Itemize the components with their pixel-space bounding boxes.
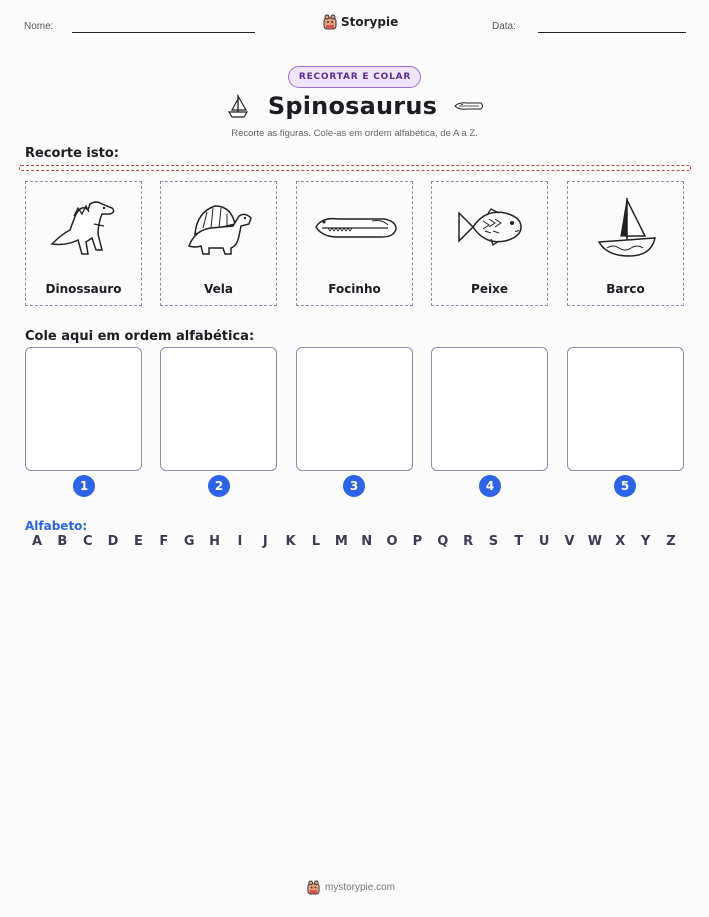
crocodile-snout-icon [453, 98, 485, 114]
alphabet-letter: N [361, 534, 373, 549]
name-line[interactable] [72, 32, 255, 33]
alphabet-letter: I [237, 534, 243, 549]
alphabet-letter: S [488, 534, 499, 549]
alphabet-letter: E [133, 534, 143, 549]
alphabet-letter: Z [666, 534, 676, 549]
date-label: Data: [492, 21, 516, 32]
footer-site-link[interactable]: mystorypie.com [325, 882, 396, 893]
cut-card-barco[interactable] [567, 181, 684, 306]
crocodile-snout-icon [312, 207, 398, 247]
dinosaur-icon [46, 194, 122, 260]
date-line[interactable] [538, 32, 686, 33]
cut-heading: Recorte isto: [25, 146, 119, 161]
alphabet-letter: H [209, 534, 220, 549]
alphabet-letter: L [311, 534, 321, 549]
instructions: Recorte as figuras. Cole-as em ordem alfabética, de A a Z. [231, 128, 478, 139]
cut-line [19, 165, 691, 171]
alphabet-letter: C [82, 534, 93, 549]
alphabet-letter: R [463, 534, 474, 549]
paste-heading: Cole aqui em ordem alfabética: [25, 329, 255, 344]
slot-number-3: 3 [343, 475, 365, 497]
sail-dinosaur-icon [181, 194, 257, 260]
alphabet-letter: V [564, 534, 575, 549]
paste-slot-3[interactable] [296, 347, 413, 471]
alphabet-letter: M [334, 534, 348, 549]
alphabet-letter: U [538, 534, 550, 549]
brand-name: Storypie [341, 15, 399, 29]
sailboat-icon [224, 92, 252, 120]
cut-card-vela[interactable] [160, 181, 277, 306]
cut-card-peixe[interactable] [431, 181, 548, 306]
alphabet-letter: D [107, 534, 119, 549]
activity-type-badge: RECORTAR E COLAR [288, 66, 421, 88]
card-label: Focinho [328, 282, 381, 296]
alphabet-letter: O [386, 534, 398, 549]
alphabet-letter: K [285, 534, 296, 549]
footer [307, 880, 395, 895]
slot-number-5: 5 [614, 475, 636, 497]
alphabet-letter: W [587, 534, 603, 549]
paste-slot-4[interactable] [431, 347, 548, 471]
paste-slot-5[interactable] [567, 347, 684, 471]
paste-slot-2[interactable] [160, 347, 277, 471]
cut-card-focinho[interactable] [296, 181, 413, 306]
paste-slot-1[interactable] [25, 347, 142, 471]
brand-logo [323, 14, 398, 30]
alphabet-letter: Q [437, 534, 449, 549]
storypie-mascot-icon [323, 14, 337, 30]
name-label: Nome: [24, 21, 54, 32]
card-label: Barco [606, 282, 645, 296]
fish-icon [455, 205, 525, 249]
slot-number-1: 1 [73, 475, 95, 497]
page-title: Spinosaurus [267, 92, 438, 120]
storypie-mascot-icon [307, 880, 320, 895]
slot-number-2: 2 [208, 475, 230, 497]
card-label: Peixe [471, 282, 508, 296]
alphabet-letter: B [57, 534, 68, 549]
alphabet-letter: G [183, 534, 195, 549]
alphabet-letter: F [159, 534, 169, 549]
alphabet-letter: P [412, 534, 423, 549]
slot-number-4: 4 [479, 475, 501, 497]
alphabet-letter: J [262, 534, 268, 549]
cut-card-dinossauro[interactable] [25, 181, 142, 306]
alphabet-letter: A [31, 534, 43, 549]
card-label: Dinossauro [45, 282, 122, 296]
sailboat-icon [593, 192, 659, 262]
alphabet-row [28, 534, 680, 549]
alphabet-letter: T [514, 534, 524, 549]
card-label: Vela [204, 282, 233, 296]
alphabet-title: Alfabeto: [25, 519, 88, 533]
alphabet-letter: Y [640, 534, 651, 549]
alphabet-letter: X [615, 534, 626, 549]
